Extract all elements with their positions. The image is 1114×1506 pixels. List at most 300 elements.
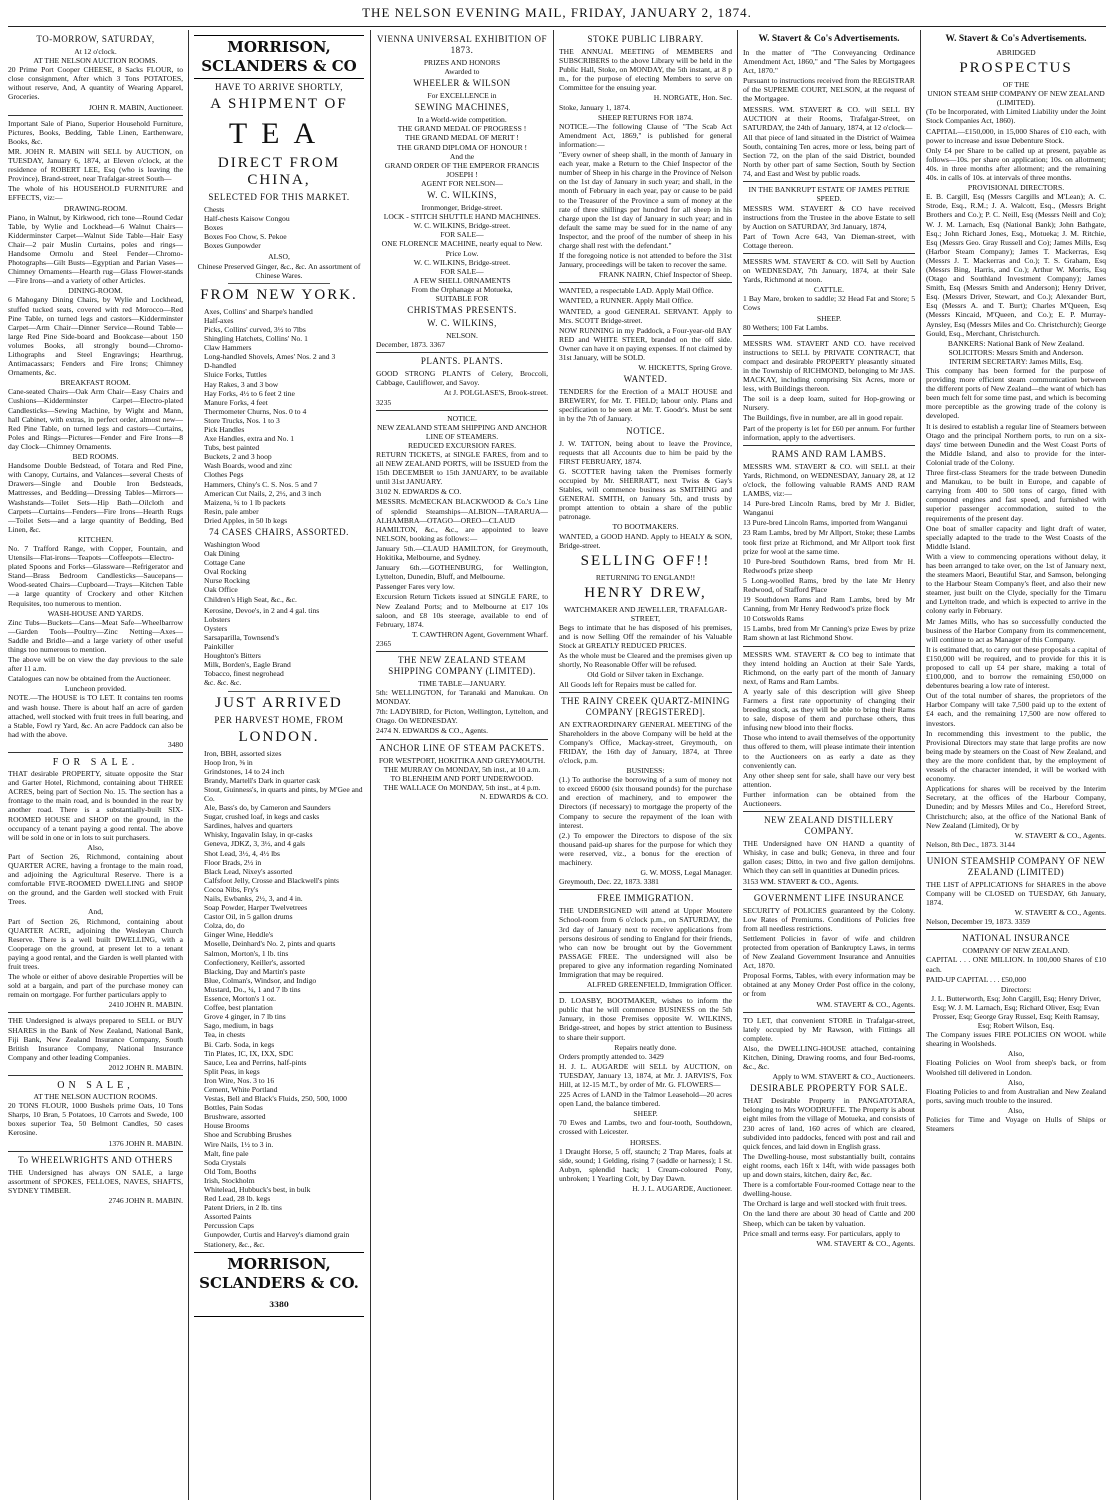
text-block: No. 7 Trafford Range, with Copper, Fountain, and Utensils—Flat-irons—Teapots—Coffeepots—Electro-plated Spoons and Forks—Glassware—Refrigerator and Stand—Brass Bedroom Candlesticks—Saucepans—Wood-seated Chairs—Cupboard—Trays—Kitchen Table—a large quantity of Crockery and other Kitchen Requisites, too numerous to mention.: [8, 543, 183, 608]
list-item: Mustard, Do., ¼, 1 and 7 lb tins: [204, 984, 301, 994]
list-item: Kerosine, Devoe's, in 2 and 4 gal. tins: [204, 605, 320, 615]
list-item: Half-chests Kaisow Congou: [204, 214, 290, 224]
column-heading: W. Stavert & Co's Advertisements.: [758, 34, 900, 44]
list-item: Houghton's Bitters: [204, 651, 261, 661]
text-block: NOTE.—The HOUSE is TO LET. It contains ten rooms and wash house. There is about half an acre of garden attached, well stocked with fruit trees in full bearing, and a Stable, Fowl ry Yard, &c. An acre Paddock can also be had with the above.: [8, 693, 183, 739]
text-block: STOKE PUBLIC LIBRARY.: [587, 34, 704, 44]
text-block: And,: [88, 907, 103, 917]
text-block: COMPANY OF NEW ZEALAND.: [962, 946, 1070, 956]
text-block: SHEEP RETURNS FOR 1874.: [597, 112, 694, 122]
text-block: 3480: [167, 739, 183, 749]
text-block: JOHN R. MABIN, Auctioneer.: [88, 102, 183, 112]
text-block: Repairs neatly done.: [614, 1042, 677, 1052]
text-block: THE Undersigned has always ON SALE, a large assortment of SPOKES, FELLOES, NAVES, SHAFTS, SYDNEY TIMBER.: [8, 1167, 183, 1195]
text-block: TIME TABLE—JANUARY.: [418, 678, 506, 688]
text-block: On the land there are about 30 head of Cattle and 200 Sheep, which can be taken by valuation.: [743, 1209, 915, 1228]
just-arrived-heading: JUST ARRIVED: [215, 694, 343, 711]
list-item: Salmon, Morton's, 1 lb. tins: [204, 948, 289, 958]
divider: [8, 752, 183, 753]
text-block: Stoke, January 1, 1874.: [559, 102, 631, 112]
list-item: Colza, do, do: [204, 921, 245, 931]
text-block: W. C. WILKINS, Bridge-street.: [413, 221, 511, 231]
text-block: January 5th.—CLAUD HAMILTON, for Greymouth, Hokitika, Melbourne, and Sydney.: [376, 543, 548, 563]
text-block: 2365: [376, 638, 392, 648]
list-item: Grove 4 ginger, in 7 lb tins: [204, 1012, 286, 1022]
text-block: NELSON.: [446, 331, 478, 341]
list-item: House Brooms: [204, 1121, 250, 1131]
text-block: 225 Acres of LAND in the Talmor Leasehold—20 acres open Land, the balance timbered.: [559, 1090, 732, 1109]
text-block: 10 Cotswolds Rams: [743, 614, 804, 624]
list-item: Cocoa Nibs, Fry's: [204, 884, 259, 894]
text-block: CAPITAL—£150,000, in 15,000 Shares of £10 each, with power to increase and issue Debenture Stock.: [926, 126, 1106, 145]
list-item: Children's High Seat, &c., &c.: [204, 594, 297, 604]
text-block: GRAND ORDER OF THE EMPEROR FRANCIS JOSEPH !: [384, 160, 540, 179]
list-item: Shoe and Scrubbing Brushes: [204, 1130, 292, 1140]
text-block: WANTED, a respectable LAD. Apply Mail Office.: [559, 286, 714, 296]
text-block: FOR WESTPORT, HOKITIKA AND GREYMOUTH.: [378, 755, 546, 765]
text-block: (1.) To authorise the borrowing of a sum of money not to exceed £6000 (six thousand pounds) for the purchase and erection of machinery, and to empower the Directors (if necessary) to mortgage the property of the Company to secure the repayment of the loan with interest.: [559, 775, 732, 830]
list-item: Thermometer Churns, Nos. 0 to 4: [204, 406, 307, 416]
column-divider: [737, 30, 738, 1500]
divider: [743, 445, 915, 446]
text-block: Ironmonger, Bridge-street.: [421, 203, 503, 213]
text-block: T. CAWTHRON Agent, Government Wharf.: [412, 629, 548, 639]
advert-subtitle: SELECTED FOR THIS MARKET.: [208, 192, 350, 202]
text-block: Zinc Tubs—Buckets—Cans—Meat Safe—Wheelbarrow—Garden Tools—Poultry—Zinc Netting—Axes—Saddle and Bridle—and a large variety of other useful things too numerous to mention.: [8, 617, 183, 654]
text-block: At 12 o'clock.: [74, 47, 117, 56]
divider: [228, 283, 330, 284]
divider: [559, 692, 732, 693]
list-item: Oysters: [204, 623, 228, 633]
text-block: (To be Incorporated, with Limited Liability under the Joint Stock Companies Act, 1860).: [926, 107, 1106, 126]
list-item: Hay Forks, 4½ to 6 feet 2 tine: [204, 388, 295, 398]
text-block: SEWING MACHINES,: [414, 102, 510, 113]
list-item: Hammers, Chiny's C. S. Nos. 5 and 7: [204, 479, 318, 489]
list-item: Maizena, ¼ to 1 lb packets: [204, 497, 286, 507]
text-block: W. HICKETTS, Spring Grove.: [638, 363, 732, 373]
text-block: IN THE BANKRUPT ESTATE OF JAMES PETRIE SPEED.: [748, 185, 910, 204]
advert-footer: [194, 1252, 364, 1317]
text-block: And the: [449, 151, 475, 161]
list-item: Dried Apples, in 50 lb kegs: [204, 515, 288, 525]
text-block: The Dwelling-house, most substantially built, contains eight rooms, each 16ft x 14ft, with wide passages both up and down stairs, kitchen, dairy &c, &c.: [743, 1151, 915, 1180]
list-item: Whisky, Ingavalin Islay, in qr-casks: [204, 830, 313, 840]
list-item: Sluice Forks, Tuttles: [204, 370, 267, 380]
text-block: 1 Bay Mare, broken to saddle; 32 Head Fat and Store; 5 Cows: [743, 294, 915, 313]
advert-number: 3380: [269, 1299, 289, 1309]
chairs-list: [204, 540, 364, 604]
text-block: WATCHMAKER AND JEWELLER, TRAFALGAR-STREET,: [564, 604, 727, 623]
text-block: Price small and terms easy. For particulars, apply to: [743, 1228, 901, 1238]
list-item: Iron, BBH, assorted sizes: [204, 748, 282, 758]
text-block: TO-MORROW, SATURDAY,: [36, 34, 155, 44]
text-block: From the Orphanage at Motueka,: [411, 284, 513, 294]
text-block: THE LIST of APPLICATIONS for SHARES in the above Company will be CLOSED on TUESDAY, 6th January, 1874.: [926, 879, 1106, 908]
text-block: Only £4 per Share to be called up at present, payable as follows—10s. per share on application; 10s. on allotment; 40s. in three months after allotment; and the remaining 40s. in calls of 10s. at intervals of three months.: [926, 145, 1106, 183]
list-item: Split Peas, in kegs: [204, 1066, 260, 1076]
list-item: Claw Hammers: [204, 343, 252, 353]
divider: [743, 335, 915, 336]
list-item: Grindstones, 14 to 24 inch: [204, 766, 285, 776]
text-block: 2746 JOHN R. MABIN.: [108, 1195, 183, 1205]
text-block: Also,: [1007, 1105, 1025, 1115]
list-item: Red Lead, 28 lb. kegs: [204, 1194, 271, 1204]
text-block: Any other sheep sent for sale, shall have our very best attention.: [743, 770, 915, 789]
text-block: W. C. WILKINS,: [427, 190, 497, 201]
text-block: MESSRS WM. STAVERT & CO. will Sell by Auction on WEDNESDAY, 7th January, 1874, at their Sale Yards, Richmond at noon.: [743, 256, 915, 285]
text-block: J. L. Butterworth, Esq; John Cargill, Esq; Henry Driver, Esq; W. J. M. Larnach, Esq; Richard Oliver, Esq; Evan Prosser, Esq; George Gray Russel, Esq; Keith Ramsay, Esq; Robert Wilson, Esq.: [931, 993, 1101, 1031]
list-item: Irish, Stockholm: [204, 1175, 255, 1185]
text-block: RAMS AND RAM LAMBS.: [771, 448, 887, 459]
text-block: AGENT FOR NELSON—: [421, 178, 503, 188]
list-item: Brushware, assorted: [204, 1112, 266, 1122]
list-item: Resin, pale amber: [204, 506, 259, 516]
divider: [376, 410, 548, 411]
list-item: Bottles, Pain Sodas: [204, 1103, 263, 1113]
text-block: WANTED, a RUNNER. Apply Mail Office.: [559, 296, 693, 306]
text-block: It is desired to establish a regular line of Steamers between Otago and the principal Northern ports, to run on a six-days' time between Dunedin and the West Coast Ports of the Middle Island, and also to provide for the inter-Colonial trade of the Colony.: [926, 421, 1106, 467]
text-block: For EXCELLENCE in: [427, 91, 497, 101]
text-block: W. STAVERT & CO., Agents.: [1014, 830, 1106, 840]
advert-subtitle: DIRECT FROM CHINA,: [217, 155, 341, 188]
text-block: AT THE NELSON AUCTION ROOMS.: [33, 56, 158, 66]
list-item: Cement, White Portland: [204, 1084, 278, 1094]
text-block: W. C. WILKINS, Bridge-street.: [413, 257, 511, 267]
text-block: Mr James Mills, who has so successfully conducted the business of the Harbor Company from its commencement, will continue to act as Manager of this Company.: [926, 616, 1106, 644]
text-block: Greymouth, Dec. 22, 1873. 3381: [559, 877, 659, 887]
list-item: Pick Handles: [204, 424, 245, 434]
divider: [743, 889, 915, 890]
list-item: Old Tom, Booths: [204, 1166, 257, 1176]
text-block: DRAWING-ROOM.: [63, 203, 128, 213]
text-block: THE GRAND MEDAL OF PROGRESS !: [397, 124, 527, 134]
advert-subtitle: HAVE TO ARRIVE SHORTLY,: [215, 82, 343, 92]
text-block: 6 Mahogany Dining Chairs, by Wylie and Lockhead, stuffed tucked seats, covered with red Morocco—Red Pine Table, on turned legs and castors—Kidderminster Carpet—Arm Chair—Dinner Service—Round Table—large Red Pine Side-board and Bookcase—about 150 volumes Books, all strongly bound—Chromo-Lithographs and Steel Engravings; Hearthrug, Antimacassars; Fenders and Fire Irons; Chimney Ornaments, &c.: [8, 295, 183, 378]
text-block: MESSRS WM. STAVERT & CO beg to intimate that they intend holding an Auction at their Sale Yards, Richmond, on the early part of the month of January next, of Rams and Ram Lambs.: [743, 649, 915, 686]
text-block: NOTICE.: [626, 425, 665, 436]
text-block: Orders promptly attended to. 3429: [559, 1051, 664, 1061]
text-block: HORSES.: [629, 1137, 662, 1147]
text-block: N. EDWARDS & CO.: [479, 791, 548, 801]
column-stavert-2: [926, 32, 1106, 1500]
text-block: HENRY DREW,: [584, 584, 707, 601]
list-item: Wash Boards, wood and zinc: [204, 461, 293, 471]
text-block: VIENNA UNIVERSAL EXHIBITION OF 1873.: [377, 34, 547, 55]
text-block: 2410 JOHN R. MABIN.: [108, 1000, 183, 1010]
text-block: D. LOASBY, BOOTMAKER, wishes to inform the public that he will commence BUSINESS on the 5th January, in those Premises opposite W. WILKINS, Bridge-street, and hopes by strict attention to Business to share their support.: [559, 996, 732, 1042]
divider: [376, 651, 548, 652]
divider: [743, 1012, 915, 1013]
text-block: Directors:: [1000, 984, 1032, 994]
list-item: Stationery, &c., &c.: [204, 1239, 265, 1249]
text-block: FREE IMMIGRATION.: [597, 893, 694, 904]
list-item: Shingling Hatchets, Collins' No. 1: [204, 334, 308, 344]
list-item: Soda Crystals: [204, 1157, 246, 1167]
text-block: There is a comfortable Four-roomed Cottage near to the dwelling-house.: [743, 1180, 915, 1199]
list-item: Chests: [204, 205, 225, 214]
text-block: 20 TONS FLOUR, 1000 Bushels prime Oats, 10 Tons Sharps, 10 Bran, 5 Potatoes, 10 Carrots and Swede, 100 boxes superior Tea, 50 Belmont Candles, 50 cases Kerosine.: [8, 1101, 183, 1138]
text-block: In recommending this investment to the public, the Provisional Directors may state that large profits are now being made by steamers on the Coast of New Zealand, and they are the more confident that, by the employment of vessels of the character intended, it will be worked with economy.: [926, 728, 1106, 784]
text-block: The Orchard is large and well stocked with fruit trees.: [743, 1199, 907, 1209]
divider: [8, 1075, 183, 1076]
divider: [376, 739, 548, 740]
text-block: 80 Wethers; 100 Fat Lambs.: [743, 322, 829, 332]
text-block: Handsome Double Bedstead, of Totara and Red Pine, with Canopy, Curtains, and Valances—several Chests of Drawers—Single and Double Iron Bedsteads, Mattresses, and Bedding—Dressing Tables—Mirrors—Washstands—Toilet Sets—Hip Bath—Oilcloth and Carpets—Curtains—Fenders—Fire Irons—Hearth Rugs—Toilet Sets—and a large quantity of Bedding, Bed Linen, &c.: [8, 461, 183, 534]
text-block: ANCHOR LINE OF STEAM PACKETS.: [379, 742, 545, 753]
list-item: Confectionery, Keiller's, assorted: [204, 957, 305, 967]
list-item: Percussion Caps: [204, 1221, 254, 1231]
text-block: E. B. Cargill, Esq (Messrs Cargills and M'Lean); A. C. Strode, Esq., R.M.; J. A. Walcott, Esq., (Messrs Bright Brothers and Co.); P. C. Neill, Esq (Messrs Neill and Co); W. J. M. Larnach, Esq (National Bank); John Bathgate, Esq.; John Richard Jones, Esq., Motueka; J. M. Ritchie, Esq (Messrs Geo. Gray Russell and Co); James Mills, Esq (Harbor Steam Company); James T. Mackerras, Esq (Messrs J. T. Mackerras and Co.); T. S. Graham, Esq (Messrs Bing, Harris, and Co.); Arthur W. Morris, Esq (Otago and Southland Investment Company); James Smith, Esq (Messrs Smith and Anderson); Henry Driver, Esq. (Messrs Driver, Stewart, and Co.); Alexander Burt, Esq (Messrs A. and T. Burt); Charles M'Queen, Esq (Messrs Kincaid, M'Queen, and Co.); E. P. Murray-Aynsley, Esq (Messrs Miles and Co. Christchurch); George Gould, Esq., Merchant, Christchurch.: [926, 192, 1106, 338]
tea-heading: TEA: [228, 117, 330, 150]
text-block: Settlement Policies in favor of wife and children protected from operation of Bankruptcy Laws, in terms of New Zealand Government Insurance and Annuities Act, 1870.: [743, 933, 915, 971]
text-block: MESSRS WM. STAVERT & CO. will SELL at their Yards, Richmond, on WEDNESDAY, January 28, at 12 o'clock, the following valuable RAMS AND RAM LAMBS, viz:—: [743, 461, 915, 499]
text-block: To WHEELWRIGHTS AND OTHERS: [18, 1154, 173, 1165]
footer-name: MORRISON, SCLANDERS & CO.: [199, 1254, 359, 1292]
text-block: Important Sale of Piano, Superior Household Furniture, Pictures, Books, Bedding, Table Linen, Earthenware, Books, &c.: [8, 118, 183, 146]
text-block: Part of Section 26, Richmond, containing about QUARTER ACRE, adjoining the Wesleyan Church Reserve. There is a well built DWELLING, with a Cooperage on the ground, at present let to a tenant paying a good rental, and the Garden is well planted with fruit trees.: [8, 916, 183, 971]
chairs-heading: 74 CASES CHAIRS, ASSORTED.: [209, 527, 349, 537]
text-block: Nelson, December 19, 1873. 3359: [926, 917, 1030, 927]
text-block: THE GRAND DIPLOMA OF HONOUR !: [396, 142, 528, 152]
list-item: Ginger Wine, Heddle's: [204, 930, 274, 940]
text-block: PROVISIONAL DIRECTORS.: [967, 183, 1065, 193]
list-item: Boxes Foo Chow, S. Pekoe: [204, 232, 287, 242]
text-block: The Buildings, five in number, are all in good repair.: [743, 413, 903, 423]
text-block: 5 Long-woolled Rams, bred by the late Mr Henry Redwood, of Stafford Place: [743, 575, 915, 594]
list-item: Sugar, crushed loaf, in kegs and casks: [204, 812, 320, 822]
divider: [8, 1151, 183, 1152]
text-block: The soil is a deep loam, suited for Hop-growing or Nursery.: [743, 394, 915, 413]
list-item: Stout, Guinness's, in quarts and pints, by M'Gee and Co.: [204, 784, 363, 803]
list-item: Washington Wood: [204, 540, 260, 549]
divider: [8, 115, 183, 116]
list-item: Coffee, best plantation: [204, 1003, 273, 1013]
text-block: Three first-class Steamers for the trade between Dunedin and Manukau, to be built in Europe, and capable of carrying from 400 to 500 tons of cargo, fitted with compound engines and fast speed, and furnished with superior passenger accommodation, suited to the requirements of the present day.: [926, 468, 1106, 523]
list-item: Axe Handles, extra and No. 1: [204, 434, 295, 444]
list-item: Moselle, Deinhard's No. 2, pints and quarts: [204, 939, 336, 949]
text-block: DINING-ROOM.: [68, 286, 123, 296]
list-item: Clothes Pegs: [204, 470, 244, 480]
text-block: Further information can be obtained from the Auctioneers.: [743, 789, 915, 809]
text-block: THE Undersigned is always prepared to SELL or BUY SHARES in the Bank of New Zealand, National Bank, Fiji Bank, New Zealand Insurance Company, South British Insurance Company, National Insurance Company and other leading Companies.: [8, 1016, 183, 1062]
column-divider: [188, 30, 189, 1500]
text-block: MESSRS. McMECKAN BLACKWOOD & Co.'s Line of splendid Steamships—ALBION—TARARUA—ALHAMBRA—OTAGO—OREO—CLAUD HAMILTON, &c., &c., are appointed to leave NELSON, booking as follows:—: [376, 497, 548, 543]
text-block: THE RAINY CREEK QUARTZ-MINING COMPANY [REGISTERED].: [561, 695, 730, 717]
text-block: INTERIM SECRETARY: James Mills, Esq.: [949, 356, 1083, 366]
text-block: 70 Ewes and Lambs, two and four-tooth, Southdown, crossed with Leicester.: [559, 1118, 732, 1137]
list-item: Buckets, 2 and 3 hoop: [204, 452, 272, 462]
text-block: One boat of smaller capacity and light draft of water, specially adapted to the trade to the West Coasts of the Middle Island.: [926, 523, 1106, 551]
text-block: Also, the DWELLING-HOUSE attached, containing Kitchen, Dining, Drawing rooms, and four Bed-rooms, &c., &c.: [743, 1043, 915, 1072]
list-item: Ale, Bass's do, by Cameron and Saunders: [204, 803, 331, 813]
text-block: BREAKFAST ROOM.: [60, 378, 131, 388]
list-item: Castor Oil, in 5 gallon drums: [204, 912, 293, 922]
text-block: MESSRS WM. STAVERT AND CO. have received instructions to SELL by PRIVATE CONTRACT, that compact and desirable PROPERTY pleasantly situated in the Township of RICHMOND, belonging to Mr JAS. MACKAY, including comprising Six Acres, more or less, with Buildings thereon.: [743, 338, 915, 394]
list-item: Patent Driers, in 2 lb. tins: [204, 1203, 282, 1213]
text-block: This company has been formed for the purpose of providing more efficient steam communication between the different ports of New Zealand—the want of which has been much felt for some time past, and which is becoming more perceptible as the growing trade of the colony is developed.: [926, 366, 1106, 421]
text-block: FOR SALE.: [52, 757, 139, 769]
divider: [926, 852, 1106, 853]
text-block: THAT desirable PROPERTY, situate opposite the Star and Garter Hotel, Richmond, containing about THREE ACRES, being part of Section No. 15. The section has a frontage to the main road, and is bounded in the rear by another road. There is a substantially-built SIX-ROOMED HOUSE and SHOP on the ground, in the occupancy of a tenant paying a good rental. The above will be sold in one or in lots to suit purchasers.: [8, 769, 183, 842]
text-block: ON SALE,: [57, 1080, 134, 1092]
text-block: H. J. L. AUGARDE, Auctioneer.: [632, 1184, 732, 1194]
text-block: Also,: [1007, 1049, 1025, 1059]
text-block: UNION STEAM SHIP COMPANY OF NEW ZEALAND (LIMITED).: [927, 89, 1105, 108]
text-block: G. W. MOSS, Legal Manager.: [640, 868, 732, 878]
tea-list: [204, 205, 364, 250]
text-block: H. NORGATE, Hon. Sec.: [653, 93, 732, 103]
text-block: (2.) To empower the Directors to dispose of the six thousand paid-up shares for the purpose for which they were reserved, viz., a bonus for the erection of machinery.: [559, 830, 732, 868]
text-block: TENDERS for the Erection of a MALT HOUSE and BREWERY, for Mr. T. FIELD; labour only. Plans and specification to be seen at Mr. T. Goodr's. Must be sent in by the 7th of January.: [559, 387, 732, 424]
text-block: NOW RUNNING in my Paddock, a Four-year-old BAY RED and WHITE STEER, branded on the off side. Owner can have it on paying expenses. If not claimed by 31st January, will be SOLD.: [559, 325, 732, 362]
text-block: At J. POLGLASE'S, Brook-street.: [443, 388, 548, 398]
text-block: With a view to commencing operations without delay, it has been arranged to take over, on the 1st of January next, the steamers Maori, Beautiful Star, and Samson, belonging to the Harbour Steam Company's fleet, and also their new steamer, just built on the Clyde, specially for the Timaru and Lyttelton trade, and which is expected to arrive in the colony early in February.: [926, 551, 1106, 616]
list-item: Floor Brads, 2½ in: [204, 857, 262, 867]
list-item: Cottage Cane: [204, 558, 246, 568]
text-block: KITCHEN.: [77, 534, 114, 544]
list-item: Brandy, Martell's Dark in quarter cask: [204, 775, 321, 785]
text-block: All Goods left for Repairs must be called for.: [559, 679, 697, 689]
text-block: FOR SALE—: [440, 230, 484, 240]
text-block: January 6th.—GOTHENBURG, for Wellington, Lyttelton, Dunedin, Bluff, and Melbourne.: [376, 563, 548, 582]
text-block: Catalogues can now be obtained from the Auctioneer.: [8, 674, 171, 684]
text-block: Nelson, 8th Dec., 1873. 3144: [926, 839, 1016, 849]
text-block: ONE FLORENCE MACHINE, nearly equal to New. Price Low.: [381, 239, 543, 258]
text-block: CATTLE.: [813, 285, 845, 295]
list-item: Long-handled Shovels, Ames' Nos. 2 and 3: [204, 352, 336, 362]
list-item: Tubs, best painted: [204, 443, 260, 453]
divider: [559, 889, 732, 890]
text-block: SECURITY of POLICIES guaranteed by the Colony. Low Rates of Premiums. Conditions of Policies free from all needless restrictions.: [743, 905, 915, 933]
text-block: SOLICITORS: Messrs Smith and Anderson.: [948, 347, 1084, 357]
text-block: If the foregoing notice is not attended to before the 31st January, proceedings will be taken to recover the same.: [559, 251, 732, 270]
text-block: Piano, in Walnut, by Kirkwood, rich tone—Round Cedar Table, by Wylie and Lockhead—6 Walnut Chairs—Kidderminster Carpet—Walnut Side Table—Hair Easy Chair—2 pair Muslin Curtains, poles and rings—Handsome Ormolu and Steel Fender—Chromo-Photographs—Gilt Busts—Egyptian and Parian Vases—Chimney Ornaments—Hearth rug—Glass Flower-stands—Fire Irons—and a variety of other Articles.: [8, 212, 183, 286]
text-block: BED ROOMS.: [72, 452, 119, 462]
text-block: MESSRS. WM. STAVERT & CO. will SELL BY AUCTION at their Rooms, Trafalgar-Street, on SATURDAY, the 24th of January, 1874, at 12 o'clock—: [743, 104, 915, 132]
text-block: In a World-wide competition.: [417, 115, 507, 125]
text-block: NOTICE.: [447, 413, 477, 423]
text-block: PLANTS. PLANTS.: [420, 356, 504, 367]
text-block: The Company issues FIRE POLICIES ON WOOL while shearing in Woolsheds.: [926, 1030, 1106, 1049]
ginger-line: Chinese Preserved Ginger, &c., &c. An assortment of Chinese Wares.: [197, 261, 361, 280]
text-block: G. SCOTTER having taken the Premises formerly occupied by Mr. SHERRATT, next Twiss & Gay's Stables, will commence business as SMITHING and GENERAL SMITH, on January 5th, and trusts by prompt attention to obtain a share of the public patronage.: [559, 466, 732, 522]
text-block: PAID-UP CAPITAL . . . £50,000: [926, 974, 1027, 984]
text-block: A yearly sale of this description will give Sheep Farmers a first rate opportunity of changing their breeding stock, as they will be able to bring their Rams to sale, dispose of them and purchase others, thus infusing new blood into their flocks.: [743, 686, 915, 733]
column-stavert-1: [743, 32, 915, 1500]
advert-subtitle: A SHIPMENT OF: [210, 96, 348, 112]
column-divider: [370, 30, 371, 1500]
column-wilkins-shipping: [376, 32, 548, 1500]
text-block: 15 Lambs, bred from Mr Canning's prize Ewes by prize Ram shown at last Richmond Show.: [743, 624, 915, 643]
list-item: Whitelead, Hubbuck's best, in bulk: [204, 1185, 311, 1194]
text-block: GOVERNMENT LIFE INSURANCE: [753, 892, 905, 903]
masthead-rule: [8, 26, 1106, 27]
misc-list: [204, 606, 364, 688]
text-block: ABRIDGED: [996, 48, 1036, 57]
text-block: THE NEW ZEALAND STEAM SHIPPING COMPANY (LIMITED).: [388, 654, 536, 676]
text-block: FOR SALE—: [440, 266, 484, 276]
divider: [743, 253, 915, 254]
text-block: 1 Draught Horse, 5 off, staunch; 2 Trap Mares, foals at side, sound; 1 Gelding, rising 7 (saddle or harness); 1 St. Aubyn, splendid hack; 1 Cream-coloured Pony, unbroken; 1 Yearling Colt, by Day Dawn.: [559, 1146, 732, 1183]
harvest-home-line: PER HARVEST HOME, FROM: [214, 714, 344, 725]
text-block: Also,: [87, 842, 104, 852]
text-block: WM. STAVERT & CO., Agents.: [816, 999, 915, 1009]
text-block: Old Gold or Silver taken in Exchange.: [587, 670, 704, 680]
text-block: Applications for shares will be received by the Interim Secretary, at the offices of the Harbour Company, Dunedin; and by Messrs Miles and Co., Hereford Street, Christchurch; also, at the office of the National Bank of New Zealand (Limited), Or by: [926, 784, 1106, 830]
text-block: W. STAVERT & CO., Agents.: [1014, 908, 1106, 918]
text-block: 1376 JOHN R. MABIN.: [108, 1138, 183, 1148]
list-item: Gunpowder, Curtis and Harvey's diamond grain: [204, 1230, 350, 1240]
text-block: SHEEP.: [816, 313, 842, 323]
text-block: Policies for Time and Voyage on Hulls of Ships or Steamers: [926, 1115, 1106, 1134]
list-item: Boxes Gunpowder: [204, 241, 261, 251]
text-block: SUITABLE FOR: [435, 293, 489, 303]
list-item: Painkiller: [204, 642, 234, 652]
divider: [559, 282, 732, 283]
text-block: 20 Prime Port Cooper CHEESE, 8 Sacks FLOUR, to close consignment, After which 3 Tons POTATOES, without reserve, And, A quantity of Wearing Apparel, Groceries.: [8, 65, 183, 102]
text-block: BANKERS: National Bank of New Zealand.: [947, 338, 1085, 348]
text-block: Passenger Fares very low.: [376, 582, 455, 592]
text-block: It is estimated that, to carry out these proposals a capital of £150,000 will be required, and to provide for this it is proposed to call up £4 per share, making a total of £100,000, and to borrow the remaining £50,000 on debentures bearing a low rate of interest.: [926, 644, 1106, 691]
text-block: GOOD STRONG PLANTS of Celery, Broccoli, Cabbage, Cauliflower, and Savoy.: [376, 369, 548, 388]
text-block: NEW ZEALAND DISTILLERY COMPANY.: [764, 815, 894, 837]
list-item: Assorted Paints: [204, 1212, 252, 1222]
list-item: Hoop Iron, ⅝ in: [204, 757, 253, 767]
list-item: Boxes: [204, 223, 223, 233]
text-block: CHRISTMAS PRESENTS.: [407, 305, 517, 316]
text-block: BUSINESS:: [626, 766, 665, 776]
text-block: THE UNDERSIGNED will attend at Upper Moutere School-room from 6 o'clock p.m., on SATURDAY, the 3rd day of January next to receive applications from persons desirous of sending to England for their friends, who can now be brought out by the Government PASSAGE FREE. The undersigned will also be prepared to give any information regarding Nominated Immigration that may be required.: [559, 906, 732, 979]
text-block: THE GRAND MEDAL OF MERIT !: [405, 133, 519, 143]
text-block: THE WALLACE On MONDAY, 5th inst., at 4 p.m.: [383, 782, 541, 792]
divider: [376, 352, 548, 353]
list-item: Shot Lead, 3½, 4, 4½ lbs: [204, 848, 280, 858]
text-block: Proposal Forms, Tables, with every information may be obtained at any Money Order Post office in the colony, or from: [743, 971, 915, 999]
list-item: Sardines, halves and quarters: [204, 821, 293, 831]
text-block: Floating Policies to and from Australian and New Zealand ports, saving much trouble to the insured.: [926, 1086, 1106, 1105]
list-item: Oak Office: [204, 585, 238, 595]
text-block: WANTED, a good GENERAL SERVANT. Apply to Mrs. SCOTT Bridge-street.: [559, 306, 732, 325]
text-block: WHEELER & WILSON: [413, 78, 511, 89]
text-block: 3235: [376, 397, 392, 407]
text-block: FRANK NAIRN, Chief Inspector of Sheep.: [598, 270, 732, 280]
text-block: REDUCED EXCURSION FARES.: [407, 440, 517, 450]
column-divider: [920, 30, 921, 1500]
text-block: Also,: [1007, 1077, 1025, 1087]
text-block: Part of Section 26, Richmond, containing about QUARTER ACRE, having a frontage to the main road, and adjoining the Agricultural Reserve. There is a comfortable FIVE-ROOMED DWELLING and SHOP on the ground, and the Garden well stocked with Fruit Trees.: [8, 851, 183, 907]
text-block: THE MURRAY On MONDAY, 5th inst., at 10 a.m.: [383, 764, 541, 774]
text-block: 14 Pure-bred Lincoln Rams, bred by Mr J. Bidler, Wanganui: [743, 499, 915, 518]
advert-title: MORRISON, SCLANDERS & CO: [194, 35, 364, 79]
text-block: The whole or either of above desirable Properties will be sold at a bargain, and part of the purchase money can remain on mortgage. For further particulars apply to: [8, 972, 183, 1000]
new-york-list: [204, 307, 364, 525]
text-block: SELLING OFF!!: [580, 552, 711, 569]
text-block: Begs to intimate that he has disposed of his premises, and is now Selling Off the remainder of his Valuable Stock at GREATLY REDUCED PRICES.: [559, 622, 732, 651]
text-block: MR. JOHN R. MABIN will SELL by AUCTION, on TUESDAY, January 6, 1874, at Eleven o'clock, at the residence of ROBERT LEE, Esq (who is leaving the Province), Brand-street, near Trafalgar-street South—: [8, 146, 183, 184]
list-item: Wire Nails, 1½ to 3 in.: [204, 1139, 274, 1149]
list-item: Picks, Collins' curved, 3½ to 7lbs: [204, 324, 306, 334]
text-block: Apply to WM. STAVERT & CO., Auctioneers.: [772, 1072, 915, 1082]
text-block: Out of the total number of shares, the proprietors of the Harbor Company will take 7,500 paid up to the extent of £4 each, and the remaining 17,500 are now offered to investors.: [926, 691, 1106, 728]
list-item: Soap Powder, Harper Twelvetrees: [204, 903, 308, 913]
london-heading: LONDON.: [238, 728, 320, 745]
list-item: Calfsfoot Jelly, Crosse and Blackwell's pints: [204, 875, 340, 885]
text-block: CAPITAL . . . ONE MILLION. In 100,000 Shares of £10 each.: [926, 955, 1106, 974]
text-block: Floating Policies on Wool from sheep's back, or from Woolshed till delivered in London.: [926, 1058, 1106, 1077]
text-block: 2012 JOHN R. MABIN.: [108, 1062, 183, 1072]
text-block: AN EXTRAORDINARY GENERAL MEETING of the Shareholders in the above Company will be held at the Company's Office, Mackay-street, Greymouth, on FRIDAY, the 16th day of January, 1874, at Three o'clock, p.m.: [559, 719, 732, 765]
london-list: [204, 749, 364, 1249]
